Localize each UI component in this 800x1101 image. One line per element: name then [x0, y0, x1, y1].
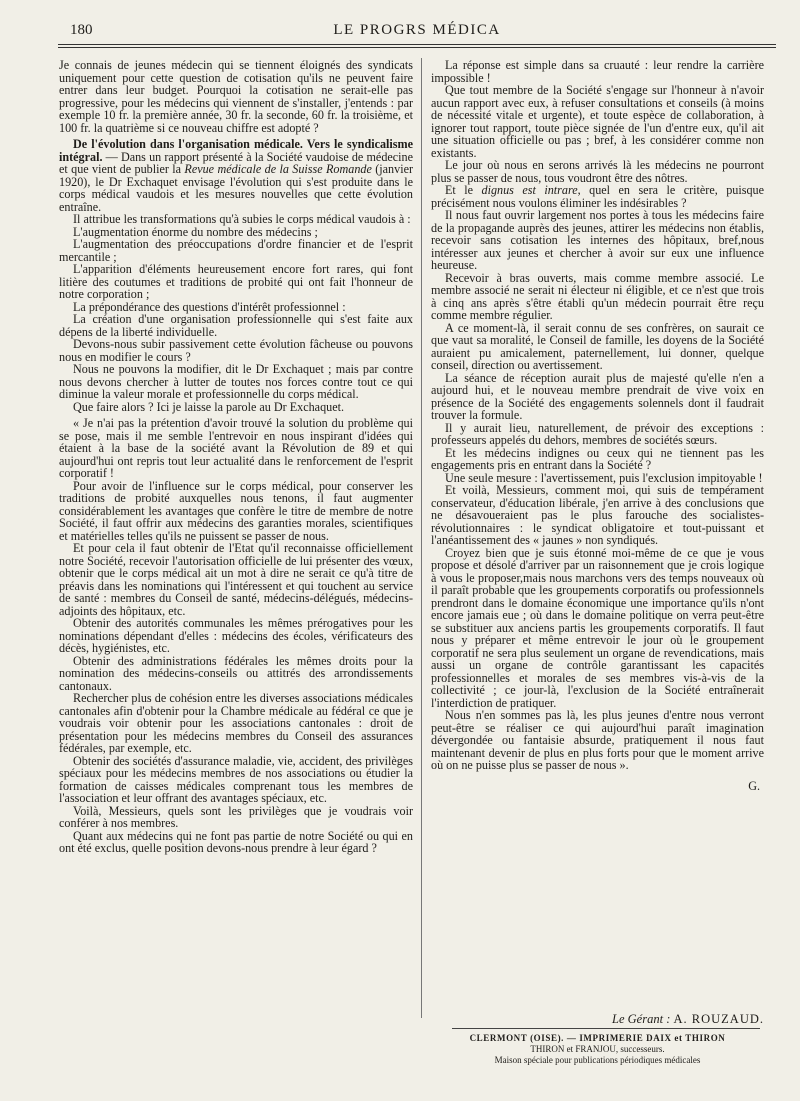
header-rule — [58, 44, 776, 45]
paragraph: Il attribue les transformations qu'à subies le corps médical vaudois à : — [73, 212, 411, 226]
text-run: Et le — [445, 183, 482, 197]
journal-title: LE PROGRS MÉDICA — [333, 22, 501, 38]
paragraph: Il nous faut ouvrir largement nos portes à tous les médecins faire de la propagande auprès des jeunes, attirer les médecins non établis, recevoir sans cotisation les internes des hôpitaux, bref,nous intéresser aux jeunes et chercher à avoir sur eux une influence heureuse. — [431, 208, 764, 272]
paragraph: Obtenir des administrations fédérales les mêmes droits pour la nomination des médecins-conseils ou attitrés des arrondissements cantonaux. — [59, 653, 413, 693]
paragraph: Une seule mesure : l'avertissement, puis l'exclusion impitoyable ! — [445, 470, 763, 485]
paragraph: Nous n'en sommes pas là, les plus jeunes d'entre nous verront peut-être se réaliser ce qui aujourd'hui paraît imagination dévergondée ou fantaisie absurde, pratiquement il nous faut maintenant devenir de plus en plus forts pour que le moment arrive où on ne puisse plus se passer de nous ». — [431, 708, 764, 772]
paragraph: L'augmentation des préoccupations d'ordre financier et de l'esprit mercantile ; — [59, 237, 413, 264]
paragraph: Voilà, Messieurs, quels sont les privilèges que je voudrais voir conférer à nos membres. — [59, 803, 413, 830]
paragraph: L'augmentation énorme du nombre des médecins ; — [73, 224, 318, 239]
text-run: , quel en sera le critère, puisque précisément nous voulons éliminer les indésirables ? — [431, 183, 765, 210]
paragraph: Et voilà, Messieurs, comment moi, qui suis de tempérament conservateur, d'éducation libérale, j'en arrive à des conclusions que ne désavoueraient pas le plus farouche des socialistes-révolutionnaires : le syndicat obligatoire et tout-puissant et l'anéantissement des « jaunes » non syndiqués. — [431, 483, 764, 547]
paragraph: Obtenir des autorités communales les mêmes prérogatives pour les nominations dépendant d'elles : médecins des écoles, vérificateurs des décès, hygiénistes, etc. — [59, 616, 413, 655]
latin-phrase: dignus est intrare — [481, 183, 578, 197]
paragraph: Obtenir des sociétés d'assurance maladie, vie, accident, des privilèges spéciaux pour les médecins membres de nos associations ou étudier la formation de caisses médicales comprenant tous les membres de l'association et leur offrant des avantages spéciaux, etc. — [59, 753, 413, 805]
paragraph: Que tout membre de la Société s'engage sur l'honneur à n'avoir aucun rapport avec eux, à refuser consultations et conseils (à moins de nécessité vitale et urgente), et toute espèce de collaboration, à ignorer tout rapport, toute pièce signée de l'un d'entre eux, qu'il ait une situation officielle ou pas ; bref, à les considérer comme non existants. — [431, 83, 764, 160]
paragraph: Quant aux médecins qui ne font pas partie de notre Société ou qui en ont été exclus, quelle position devons-nous prendre à leur égard ? — [59, 828, 413, 855]
paragraph: La réponse est simple dans sa cruauté : leur rendre la carrière impossible ! — [431, 58, 764, 85]
paragraph: Le jour où nous en serons arrivés là les médecins ne pourront plus se passer de nous, tous voudront être des nôtres. — [431, 158, 764, 185]
printer-line: CLERMONT (OISE). — IMPRIMERIE DAIX et THIRON — [469, 1033, 726, 1043]
header-rule-double — [58, 47, 776, 48]
paragraph: L'apparition d'éléments heureusement encore fort rares, qui font litière des coutumes et traditions de probité qui ont fait l'honneur de notre corporation ; — [59, 262, 413, 301]
paragraph: Croyez bien que je suis étonné moi-même de ce que je vous propose et désolé d'arriver par un raisonnement que je crois logique à vous le proposer,mais nous marchons vers des temps nouveaux où il paraît probable que les groupements corporatifs ou professionnels prendront dans le domaine économique une importance qu'ils n'ont encore jamais eue ; où dans le domaine politique on verra peut-être se substituer aux anciens partis les groupements corporatifs. Il faut nous y préparer et même entrevoir le jour où le groupement corporatif ne sera plus seulement un organe de revendications, mais aussi un organe de contrôle garantissant les capacités professionnelles et morales de ses membres vis-à-vis de la collectivité ; ce jour-là, l'exclusion de la Société entraînerait l'interdiction de pratiquer. — [431, 545, 764, 710]
paragraph: Recevoir à bras ouverts, mais comme membre associé. Le membre associé ne serait ni électeur ni éligible, et ce n'est que trois à cinq ans après s'être établi qu'un médecin pourrait être reçu comme membre régulier. — [431, 270, 764, 322]
paragraph: Et pour cela il faut obtenir de l'Etat qu'il reconnaisse officiellement notre Société, recevoir l'autorisation officielle de lui présenter des vœux, obtenir que le corps médical ait un mot à dire ne serait ce qu'à titre de préavis dans les nominations qui l'intéressent et qui touchent au service de santé : membres du Conseil de santé, médecins-délégués, médecins-adjoints des hôpitaux, etc. — [59, 541, 413, 618]
paragraph: Et les médecins indignes ou ceux qui ne tiennent pas les engagements pris en entrant dans la Société ? — [431, 445, 764, 472]
paragraph: Nous ne pouvons la modifier, dit le Dr Exchaquet ; mais par contre nous devons chercher à lutter de toutes nos forces contre tout ce qui diminue la valeur morale et professionnelle du corps médical. — [59, 362, 413, 401]
text-run: (janvier 1920), le Dr Exchaquet envisage l'évolution qui s'est produite dans le corps médical vaudois et les mesures nouvelles que cette évolution entraîne. — [59, 162, 413, 214]
running-header — [58, 22, 776, 46]
page-number: 180 — [70, 22, 93, 38]
column-divider — [421, 58, 422, 1018]
section-paragraph — [59, 138, 413, 213]
left-column — [59, 59, 413, 855]
gerant-name: A. ROUZAUD. — [673, 1012, 764, 1026]
author-signature: G. — [748, 778, 760, 793]
paragraph: La séance de réception aurait plus de majesté qu'elle n'en a aujourd hui, et le nouveau membre prendrait de vive voix en présence de la Société des engagements solennels dont il faudrait trouver la formule. — [431, 370, 764, 422]
gerant-line — [431, 1012, 764, 1027]
section-heading: De l'évolution dans l'organisation médicale. Vers le syndicalisme intégral. — [59, 137, 413, 164]
gerant-label: Le Gérant : — [612, 1012, 671, 1026]
paragraph: Il y aurait lieu, naturellement, de prévoir des exceptions : professeurs appelés du dehors, membres de sociétés sœurs. — [431, 420, 764, 447]
paragraph: La création d'une organisation professionnelle qui s'est faite aux dépens de la liberté individuelle. — [59, 312, 413, 339]
paragraph: Que faire alors ? Ici je laisse la parole au Dr Exchaquet. — [73, 399, 345, 414]
paragraph: Rechercher plus de cohésion entre les diverses associations médicales cantonales afin d'obtenir pour la Chambre médicale au fédéral ce que je voudrais voir obtenir pour les associations cantonales : droit de présentation pour les médecins membres du Conseil des assurances fédérales, par exemple, etc. — [59, 691, 413, 755]
footer-rule — [452, 1028, 760, 1029]
paragraph: La prépondérance des questions d'intérêt professionnel : — [73, 299, 346, 314]
journal-reference: Revue médicale de la Suisse Romande — [184, 162, 372, 176]
text-run: — Dans un rapport présenté à la Société vaudoise de médecine et que vient de publier la — [59, 149, 413, 176]
quotation-paragraph: « Je n'ai pas la prétention d'avoir trouvé la solution du problème qui se pose, mais il me semble l'entrevoir en nous inspirant d'idées qui étaient à la base de la société avant la Révolution de 89 et qui aujourd'hui ont repris tout leur actualité dans le renforcement de l'esprit corporatif ! — [59, 416, 413, 480]
right-column — [431, 59, 764, 792]
successors-line: THIRON et FRANJOU, successeurs. — [530, 1044, 665, 1054]
paragraph: Je connais de jeunes médecin qui se tiennent éloignés des syndicats uniquement pour cette question de cotisation qu'ils ne peuvent faire entrer dans leur budget. Pourquoi la cotisation ne serait-elle pas progressive, pour les médecins qui viennent de s'installer, j'entends : par exemple 10 fr. la première année, 30 fr. la seconde, 60 fr. la troisième, et 100 fr. la quatrième si ce nouveau chiffre est adopté ? — [59, 58, 413, 135]
paragraph: Pour avoir de l'influence sur le corps médical, pour conserver les traditions de probité auxquelles nous tenons, il faut augmenter considérablement les avantages que confère le titre de membre de notre Société, il faut offrir aux médecins des garanties morales, scientifiques et matérielles telles qu'ils ne puissent se passer de nous. — [59, 478, 413, 543]
paragraph: Devons-nous subir passivement cette évolution fâcheuse ou pouvons nous en modifier le cours ? — [59, 337, 413, 364]
paragraph: A ce moment-là, il serait connu de ses confrères, on saurait ce que vaut sa moralité, le Conseil de famille, les doyens de la Société auraient pu amicalement, paternellement, lui donner, quelque conseil, direction ou avertissement. — [431, 320, 764, 372]
paragraph — [431, 184, 764, 209]
printer-imprint — [431, 1033, 764, 1066]
publishing-house-line: Maison spéciale pour publications périodiques médicales — [494, 1055, 701, 1065]
